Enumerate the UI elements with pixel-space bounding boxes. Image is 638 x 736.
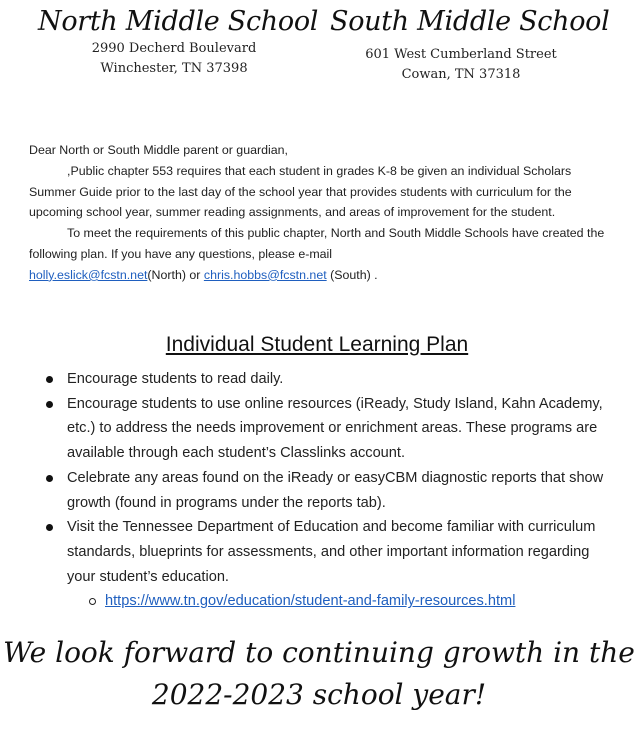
plan-sub-item (105, 589, 604, 614)
plan-bullet (44, 392, 604, 466)
letter-paragraph-2 (29, 223, 609, 285)
south-school-name: South Middle School (330, 6, 610, 37)
north-email-link[interactable]: holly.eslick@fcstn.net (29, 267, 148, 282)
letter-body (29, 140, 609, 286)
plan-bullet (44, 515, 604, 614)
closing-line-2: 2022-2023 school year! (151, 678, 487, 711)
south-school-header (330, 6, 610, 85)
bullet-icon (46, 401, 53, 408)
north-school-address-line2: Winchester, TN 37398 (100, 61, 248, 76)
plan-bullet-text: Celebrate any areas found on the iReady or easyCBM diagnostic reports that show growth (found in programs under the reports tab). (67, 469, 604, 511)
north-school-name: North Middle School (38, 6, 319, 37)
letter-greeting: Dear North or South Middle parent or guardian, (29, 143, 288, 157)
letter-paragraph-2-text: To meet the requirements of this public chapter, North and South Middle Schools have created the following plan. If you have any questions, please e-mail (29, 226, 605, 261)
plan-bullet-list (44, 367, 604, 614)
north-school-header (38, 6, 319, 79)
plan-sub-list (67, 589, 604, 614)
hollow-bullet-icon (89, 598, 96, 605)
bullet-icon (46, 376, 53, 383)
closing-message (0, 632, 638, 716)
letter-paragraph-1: ,Public chapter 553 requires that each student in grades K-8 be given an individual Scholars Summer Guide prior to the last day of the school year that provides students with curriculum for the upcoming school year, summer reading assignments, and areas of improvement for the student. (29, 163, 572, 220)
plan-title: Individual Student Learning Plan (165, 333, 469, 356)
bullet-icon (46, 524, 53, 531)
plan-bullet-text: Encourage students to read daily. (67, 371, 284, 387)
south-school-address-line1: 601 West Cumberland Street (365, 47, 557, 62)
plan-bullet (44, 466, 604, 515)
tn-education-resources-link[interactable]: https://www.tn.gov/education/student-and-family-resources.html (105, 593, 516, 610)
north-school-address-line1: 2990 Decherd Boulevard (91, 41, 257, 56)
plan-bullet-text: Visit the Tennessee Department of Education and become familiar with curriculum standards, blueprints for assessments, and other important information regarding your student’s education. (67, 519, 596, 585)
closing-line-1: We look forward to continuing growth in the (3, 636, 635, 669)
north-email-suffix: (North) or (147, 267, 204, 282)
plan-bullet (44, 367, 604, 392)
plan-bullet-text: Encourage students to use online resources (iReady, Study Island, Kahn Academy, etc.) to address the needs improvement or enrichment areas. These programs are available through each student’s Classlinks account. (67, 395, 603, 462)
bullet-icon (46, 475, 53, 482)
south-email-link[interactable]: chris.hobbs@fcstn.net (203, 267, 327, 282)
south-email-suffix: (South) . (326, 267, 378, 282)
south-school-address-line2: Cowan, TN 37318 (401, 67, 521, 82)
